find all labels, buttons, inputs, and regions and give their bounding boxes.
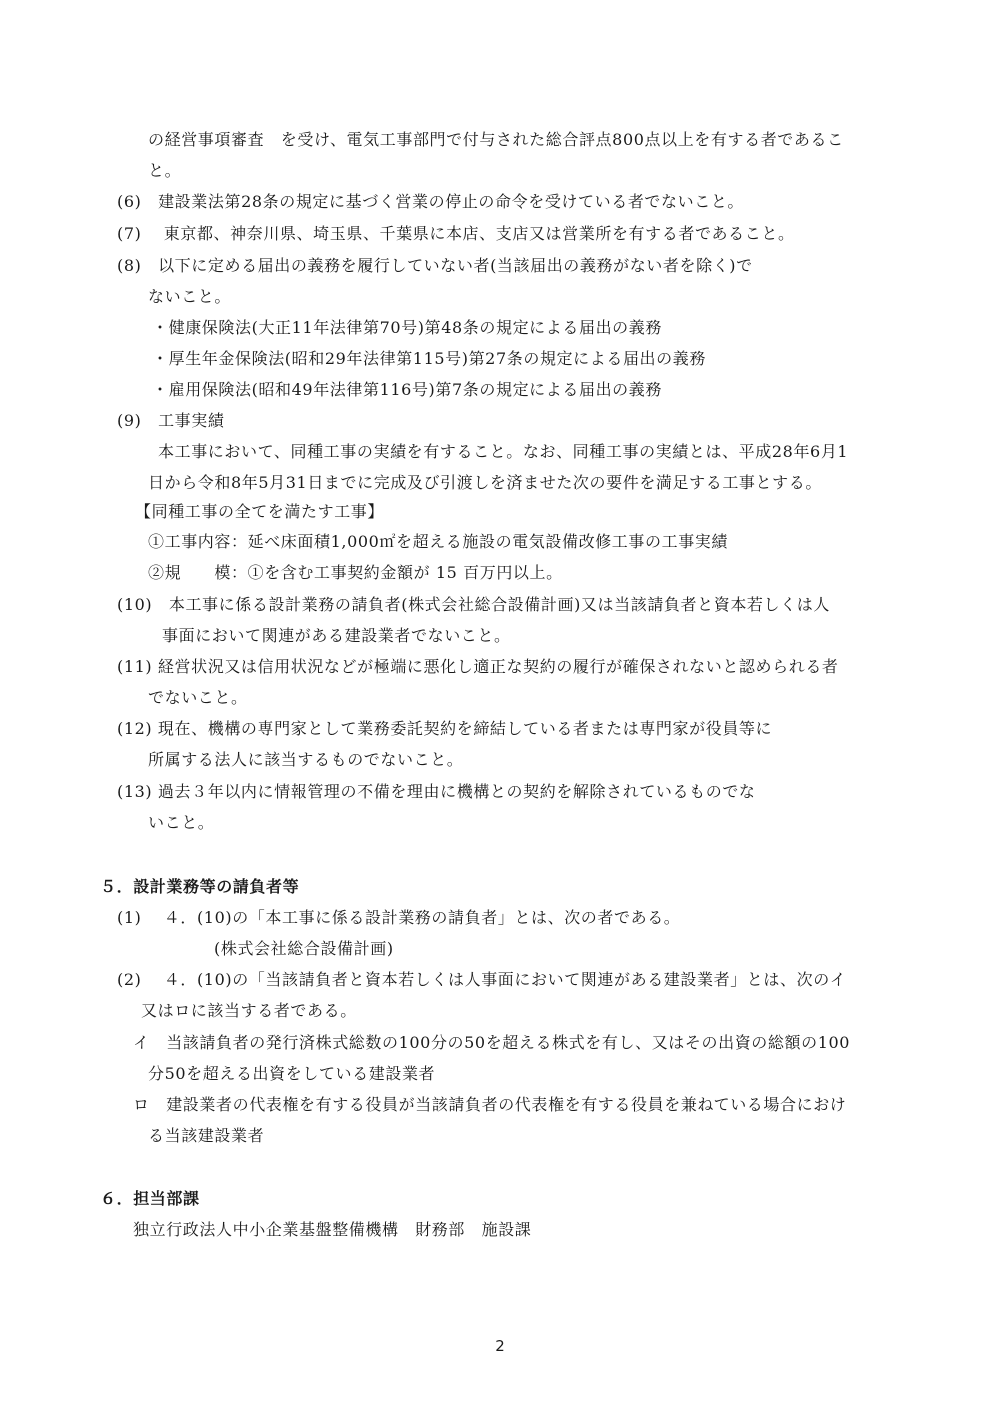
requirement-scale: ②規 模：①を含む工事契約金額が 15 百万円以上。 [148,563,563,582]
section-5-item-2: (2) ４．(10)の「当該請負者と資本若しくは人事面において関連がある建設業者」とは、次のイ [117,970,847,989]
bullet-pension-insurance: ・厚生年金保険法(昭和29年法律第115号)第27条の規定による届出の義務 [152,349,706,368]
section-6-heading: ６．担当部課 [100,1189,200,1208]
item-12: (12) 現在、機構の専門家として業務委託契約を締結している者または専門家が役員等に [117,719,773,738]
sub-item-i-continuation: 分50を超える出資をしている建設業者 [148,1064,436,1083]
item-10-continuation: 事面において関連がある建設業者でないこと。 [162,626,511,645]
section-5-item-1-company: (株式会社総合設備計画) [214,939,394,958]
section-5-item-1: (1) ４．(10)の「本工事に係る設計業務の請負者」とは、次の者である。 [117,908,681,927]
sub-item-ro: ロ 建設業者の代表権を有する役員が当該請負者の代表権を有する役員を兼ねている場合におけ [133,1095,847,1114]
section-5-item-2-continuation: 又はロに該当する者である。 [141,1001,357,1020]
item-9: (9) 工事実績 [117,411,225,430]
requirement-content: ①工事内容：延べ床面積1,000㎡を超える施設の電気設備改修工事の工事実績 [148,532,729,551]
item-6: (6) 建設業法第28条の規定に基づく営業の停止の命令を受けている者でないこと。 [117,192,745,211]
item-8: (8) 以下に定める届出の義務を履行していない者(当該届出の義務がない者を除く)で [117,256,753,275]
item-9-text-2: 日から令和8年5月31日までに完成及び引渡しを済ませた次の要件を満足する工事とする。 [148,473,822,492]
item-12-continuation: 所属する法人に該当するものでないこと。 [148,750,464,769]
text-line-2: と。 [148,161,182,180]
item-9-text-1: 本工事において、同種工事の実績を有すること。なお、同種工事の実績とは、平成28年6月1 [158,442,849,461]
bullet-employment-insurance: ・雇用保険法(昭和49年法律第116号)第7条の規定による届出の義務 [152,380,662,399]
item-13-continuation: いこと。 [148,813,215,832]
item-11-continuation: でないこと。 [148,688,248,707]
section-6-department: 独立行政法人中小企業基盤整備機構 財務部 施設課 [133,1220,532,1239]
sub-item-i: イ 当該請負者の発行済株式総数の100分の50を超える株式を有し、又はその出資の総額の100 [133,1033,851,1052]
same-kind-heading: 【同種工事の全てを満たす工事】 [135,502,385,521]
bullet-health-insurance: ・健康保険法(大正11年法律第70号)第48条の規定による届出の義務 [152,318,662,337]
item-8-continuation: ないこと。 [148,287,232,306]
section-5-heading: ５．設計業務等の請負者等 [100,877,300,896]
item-10: (10) 本工事に係る設計業務の請負者(株式会社総合設備計画)又は当該請負者と資本若しくは人 [117,595,830,614]
sub-item-ro-continuation: る当該建設業者 [148,1126,265,1145]
text-line-1: の経営事項審査 を受け、電気工事部門で付与された総合評点800点以上を有する者であるこ [148,130,844,149]
item-13: (13) 過去３年以内に情報管理の不備を理由に機構との契約を解除されているものでな [117,782,756,801]
item-7: (7) 東京都、神奈川県、埼玉県、千葉県に本店、支店又は営業所を有する者であること。 [117,224,795,243]
item-11: (11) 経営状況又は信用状況などが極端に悪化し適正な契約の履行が確保されないと認められる者 [117,657,839,676]
page-number: 2 [495,1337,505,1355]
